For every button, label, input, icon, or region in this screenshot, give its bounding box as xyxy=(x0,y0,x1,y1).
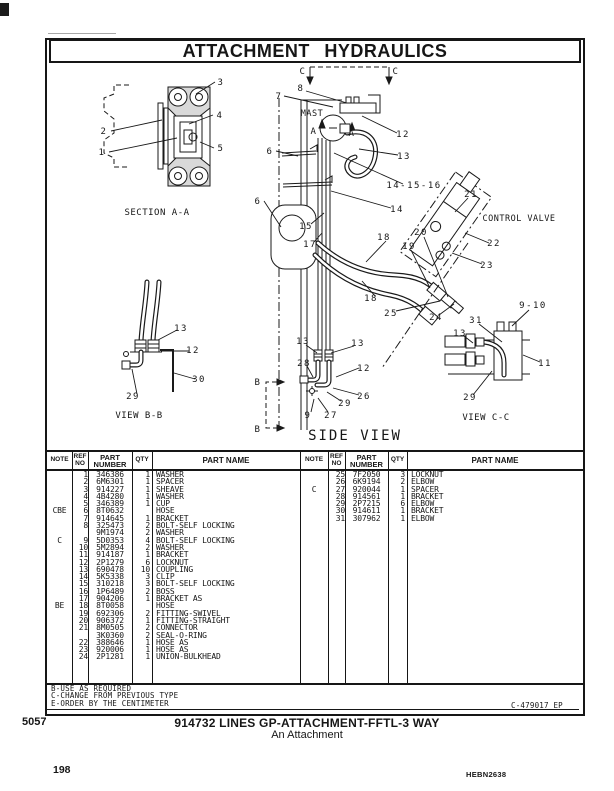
cell-note xyxy=(47,566,72,573)
cell-ref: 14 xyxy=(78,572,88,582)
cell-ref: 11 xyxy=(78,550,88,560)
cell-name: HOSE AS xyxy=(156,645,189,655)
header-note: NOTE xyxy=(304,456,324,464)
cell-ref: 29 xyxy=(335,499,345,509)
header-ref-no: REF NO xyxy=(330,453,343,467)
cell-name: CUP xyxy=(156,499,170,509)
cell-part: 310218 xyxy=(96,579,124,589)
cell-part: 4B4280 xyxy=(96,491,124,501)
table-row xyxy=(47,653,300,660)
cell-note xyxy=(47,653,72,660)
cell-ref: 2 xyxy=(83,477,88,487)
callout-label: 9 xyxy=(304,411,312,421)
diagram-artwork xyxy=(104,67,530,433)
callout-label: 18 xyxy=(364,294,378,304)
callout-label: 13 xyxy=(397,152,411,162)
cell-note xyxy=(47,610,72,617)
header-part-name: PART NAME xyxy=(471,456,519,465)
cell-name: UNION-BULKHEAD xyxy=(156,652,221,662)
cell-name: BOSS xyxy=(156,586,175,596)
cell-name: BRACKET xyxy=(411,506,444,516)
cell-note xyxy=(47,522,72,529)
view-label: VIEW C-C xyxy=(462,413,510,423)
figure-subtitle: An Attachment xyxy=(271,729,343,741)
callout-label: 29 xyxy=(338,399,352,409)
cell-note xyxy=(47,580,72,587)
cell-ref: 27 xyxy=(335,484,345,494)
cell-name: COUPLING xyxy=(156,564,193,574)
callout-label: 20 xyxy=(414,228,428,238)
cell-name: HOSE AS xyxy=(156,637,189,647)
cell-qty: 1 xyxy=(145,484,150,494)
cell-part: 8T0058 xyxy=(96,601,124,611)
cell-part: 2P1281 xyxy=(96,652,124,662)
table-row xyxy=(300,515,583,522)
parts-diagram xyxy=(45,63,585,450)
header-part-number: PART NUMBER xyxy=(350,452,383,469)
cell-part: 690478 xyxy=(96,564,124,574)
callout-label: 12 xyxy=(186,346,200,356)
cell-part: 307962 xyxy=(352,513,381,523)
cell-qty: 3 xyxy=(145,572,150,582)
cell-note: BE xyxy=(54,601,65,611)
cell-ref: 16 xyxy=(78,586,88,596)
cell-part: 914645 xyxy=(96,513,124,523)
cell-part: 9M1974 xyxy=(96,528,124,538)
view-label: VIEW B-B xyxy=(115,411,163,421)
cell-name: LOCKNUT xyxy=(411,470,444,479)
cell-ref: 10 xyxy=(78,542,88,552)
cell-qty: 1 xyxy=(145,499,150,509)
cell-part: 5M2894 xyxy=(96,542,124,552)
cell-note xyxy=(47,559,72,566)
cell-qty: 1 xyxy=(400,513,405,523)
cell-part: 5K5338 xyxy=(96,572,124,582)
callout-label: 9-10 xyxy=(519,301,547,311)
callout-label: A xyxy=(348,129,356,139)
part-annotation: MAST xyxy=(300,109,324,119)
cell-part: 3K0360 xyxy=(96,630,124,640)
cell-note xyxy=(47,515,72,522)
cell-qty: 1 xyxy=(145,477,150,487)
cell-note: C xyxy=(311,484,317,494)
cell-ref: 5 xyxy=(83,499,88,509)
cell-name: SPACER xyxy=(411,484,439,494)
legend-note: B-USE AS REQUIRED xyxy=(51,684,132,693)
header-qty: QTY xyxy=(135,456,149,464)
callout-label: 6 xyxy=(254,197,262,207)
callout-label: 11 xyxy=(538,359,552,369)
cell-name: BOLT-SELF LOCKING xyxy=(156,535,235,545)
cell-note xyxy=(47,544,72,551)
cell-part: 2P1279 xyxy=(96,557,124,567)
cell-name: SPACER xyxy=(156,477,184,487)
cell-ref: 9 xyxy=(83,535,88,545)
cell-part: 346386 xyxy=(96,470,124,479)
cell-name: BRACKET xyxy=(411,491,444,501)
cell-qty: 2 xyxy=(400,477,405,487)
cell-note xyxy=(47,646,72,653)
cell-name: BOLT-SELF LOCKING xyxy=(156,579,235,589)
cell-part: 5D0353 xyxy=(96,535,124,545)
cell-qty: 1 xyxy=(145,637,150,647)
callout-label: A xyxy=(310,127,318,137)
cell-ref: 26 xyxy=(335,477,345,487)
callout-label: 28 xyxy=(297,359,311,369)
cell-part: 6M6301 xyxy=(96,477,124,487)
cell-qty: 1 xyxy=(400,484,405,494)
view-label: SIDE VIEW xyxy=(308,428,402,444)
cell-note xyxy=(47,639,72,646)
cell-name: FITTING-SWIVEL xyxy=(156,608,221,618)
cell-part: 2P7215 xyxy=(352,499,381,509)
callout-label: C xyxy=(392,67,400,77)
cell-qty: 2 xyxy=(145,542,150,552)
legend-note: E-ORDER BY THE CENTIMETER xyxy=(51,698,169,708)
page-title: ATTACHMENT HYDRAULICS xyxy=(49,39,581,63)
part-annotation: CONTROL VALVE xyxy=(482,214,556,224)
cell-qty: 2 xyxy=(145,521,150,531)
cell-note xyxy=(47,471,72,478)
callout-label: 22 xyxy=(487,239,501,249)
callout-label: 6 xyxy=(266,147,274,157)
cell-name: BOLT-SELF LOCKING xyxy=(156,521,235,531)
cell-note xyxy=(300,471,328,478)
cell-name: BRACKET xyxy=(156,550,189,560)
legend-notes xyxy=(51,685,178,707)
cell-qty: 1 xyxy=(145,645,150,655)
callout-label: 26 xyxy=(357,392,371,402)
cell-qty: 3 xyxy=(145,579,150,589)
cell-name: ELBOW xyxy=(411,477,435,487)
parts-rows-left xyxy=(47,471,300,661)
cell-qty: 1 xyxy=(145,594,150,604)
cell-ref: 18 xyxy=(78,601,88,611)
cell-qty: 10 xyxy=(140,564,150,574)
callout-label: 4 xyxy=(216,111,224,121)
cell-ref: 20 xyxy=(78,615,88,625)
cell-part: 692306 xyxy=(96,608,124,618)
cell-note xyxy=(300,500,328,507)
callout-label: 13 xyxy=(351,339,365,349)
callout-label: 2 xyxy=(100,127,108,137)
callout-label: 1 xyxy=(98,148,106,158)
cell-name: WASHER xyxy=(156,542,184,552)
cell-qty: 2 xyxy=(145,586,150,596)
callout-label: 30 xyxy=(192,375,206,385)
cell-ref: 6 xyxy=(83,506,88,516)
cell-qty: 2 xyxy=(145,608,150,618)
parts-rows-right xyxy=(300,471,583,522)
cell-ref: 12 xyxy=(78,557,88,567)
cell-part: 388646 xyxy=(96,637,124,647)
cell-qty: 2 xyxy=(145,630,150,640)
callout-label: 29 xyxy=(126,392,140,402)
cell-part: 6K9194 xyxy=(352,477,381,487)
header-part-number: PART NUMBER xyxy=(93,452,127,469)
callout-label: 19 xyxy=(402,242,416,252)
cell-ref: 30 xyxy=(335,506,345,516)
cell-part: 914187 xyxy=(96,550,124,560)
cell-qty: 1 xyxy=(145,491,150,501)
callout-label: 13 xyxy=(296,337,310,347)
callout-label: 8 xyxy=(297,84,305,94)
header-ref-no: REF NO xyxy=(73,453,87,467)
cell-name: ELBOW xyxy=(411,499,435,509)
cell-ref: 24 xyxy=(78,652,88,662)
cell-qty: 1 xyxy=(145,550,150,560)
cell-note xyxy=(47,588,72,595)
callout-label: 3 xyxy=(217,78,225,88)
cell-qty: 2 xyxy=(145,623,150,633)
cell-note xyxy=(47,632,72,639)
cell-note xyxy=(300,515,328,522)
cell-name: BRACKET AS xyxy=(156,594,203,604)
cell-ref: 19 xyxy=(78,608,88,618)
cell-note xyxy=(300,493,328,500)
cell-ref: 4 xyxy=(83,491,88,501)
callout-label: 31 xyxy=(469,316,483,326)
media-code: HEBN2638 xyxy=(466,770,507,779)
cell-ref: 31 xyxy=(335,513,345,523)
cell-ref: 13 xyxy=(78,564,88,574)
cell-qty: 1 xyxy=(145,615,150,625)
cell-part: 325473 xyxy=(96,521,124,531)
cell-name: HOSE xyxy=(156,506,175,516)
scan-artifact-line xyxy=(48,33,116,34)
legend-note: C-CHANGE FROM PREVIOUS TYPE xyxy=(51,691,179,701)
cell-part: 906372 xyxy=(96,615,124,625)
cell-part: 914561 xyxy=(352,491,381,501)
cell-note xyxy=(47,478,72,485)
cell-note xyxy=(47,486,72,493)
callout-label: 14-15-16 xyxy=(386,181,442,191)
cell-note: CBE xyxy=(52,506,67,516)
callout-label: 24 xyxy=(429,313,443,323)
cell-qty: 4 xyxy=(145,535,150,545)
callout-label: 17 xyxy=(303,240,317,250)
cell-name: CLIP xyxy=(156,572,175,582)
cell-note xyxy=(47,624,72,631)
cell-qty: 1 xyxy=(145,513,150,523)
callout-label: 15 xyxy=(299,222,313,232)
cell-part: 920044 xyxy=(352,484,381,494)
drawing-reference: C-479017 EP xyxy=(511,701,563,710)
cell-note xyxy=(47,573,72,580)
callout-label: 18 xyxy=(377,233,391,243)
cell-name: BRACKET xyxy=(156,513,189,523)
cell-ref: 28 xyxy=(335,491,345,501)
cell-ref: 17 xyxy=(78,594,88,604)
cell-qty: 1 xyxy=(400,491,405,501)
callout-label: 7 xyxy=(275,92,283,102)
cell-ref: 3 xyxy=(83,484,88,494)
cell-note xyxy=(47,617,72,624)
cell-part: 8T0632 xyxy=(96,506,124,516)
callout-label: 5 xyxy=(217,144,225,154)
scan-corner-mark xyxy=(0,3,9,16)
cell-ref: 21 xyxy=(78,623,88,633)
callout-label: C xyxy=(299,67,307,77)
cell-qty: 6 xyxy=(145,557,150,567)
cell-name: WASHER xyxy=(156,470,184,479)
cell-part: 346389 xyxy=(96,499,124,509)
cell-part: 1P6489 xyxy=(96,586,124,596)
form-number: 5057 xyxy=(22,716,47,728)
callout-label: 27 xyxy=(324,411,338,421)
header-part-name: PART NAME xyxy=(202,456,250,465)
callout-label: 12 xyxy=(396,130,410,140)
cell-ref: 1 xyxy=(83,470,88,479)
parts-table xyxy=(47,450,583,685)
cell-qty: 6 xyxy=(400,499,405,509)
view-label: SECTION A-A xyxy=(124,208,190,218)
cell-qty: 2 xyxy=(145,528,150,538)
cell-qty: 1 xyxy=(145,652,150,662)
callout-label: 14 xyxy=(390,205,404,215)
cell-ref: 25 xyxy=(335,470,345,479)
callout-label: 25 xyxy=(384,309,398,319)
header-qty: QTY xyxy=(390,456,405,464)
header-note: NOTE xyxy=(50,456,69,464)
callout-label: 13 xyxy=(453,329,467,339)
cell-note xyxy=(300,507,328,514)
callout-label: 29 xyxy=(463,393,477,403)
cell-name: WASHER xyxy=(156,491,184,501)
cell-part: 920006 xyxy=(96,645,124,655)
cell-name: WASHER xyxy=(156,528,184,538)
callout-label: B xyxy=(254,425,262,435)
cell-name: HOSE xyxy=(156,601,175,611)
cell-name: SEAL-O-RING xyxy=(156,630,207,640)
cell-part: 914227 xyxy=(96,484,124,494)
cell-name: SHEAVE xyxy=(156,484,184,494)
callout-label: 12 xyxy=(357,364,371,374)
cell-part: 8M0505 xyxy=(96,623,124,633)
callout-label: 21 xyxy=(464,190,478,200)
figure-title: 914732 LINES GP-ATTACHMENT-FFTL-3 WAY xyxy=(174,716,440,730)
cell-name: FITTING-STRAIGHT xyxy=(156,615,230,625)
page-number: 198 xyxy=(53,764,71,776)
cell-part: 904206 xyxy=(96,594,124,604)
cell-ref: 22 xyxy=(78,637,88,647)
cell-name: LOCKNUT xyxy=(156,557,189,567)
cell-part: 914611 xyxy=(352,506,381,516)
callout-label: 23 xyxy=(480,261,494,271)
cell-qty: 1 xyxy=(400,506,405,516)
cell-qty: 1 xyxy=(145,470,150,479)
cell-note: C xyxy=(57,535,62,545)
cell-note xyxy=(47,551,72,558)
cell-note xyxy=(47,493,72,500)
cell-ref: 15 xyxy=(78,579,88,589)
cell-ref: 8 xyxy=(83,521,88,531)
cell-ref: 7 xyxy=(83,513,88,523)
frame-inner-bottom-rule xyxy=(47,709,579,710)
cell-part: 7F2050 xyxy=(352,470,381,479)
cell-ref: 23 xyxy=(78,645,88,655)
cell-qty: 3 xyxy=(400,470,405,479)
cell-name: ELBOW xyxy=(411,513,435,523)
cell-name: CONNECTOR xyxy=(156,623,198,633)
callout-label: 13 xyxy=(174,324,188,334)
callout-label: B xyxy=(254,378,262,388)
